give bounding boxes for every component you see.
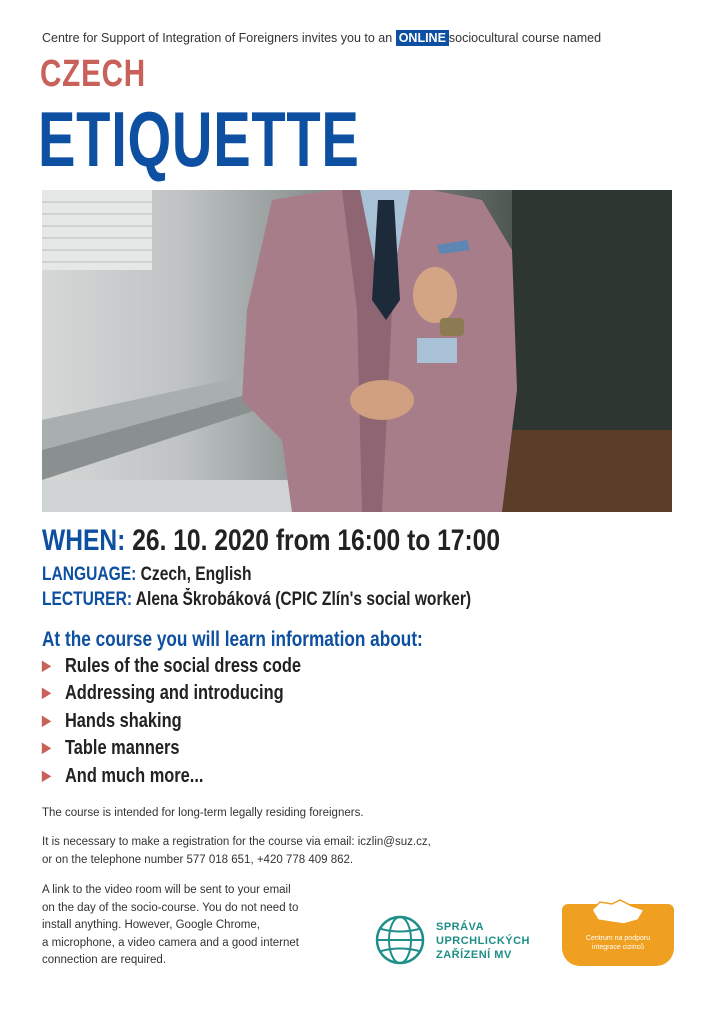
suz-globe-icon xyxy=(374,914,426,971)
when-label: WHEN: xyxy=(42,524,126,557)
suz-line: ZAŘÍZENÍ MV xyxy=(436,949,512,961)
learn-heading: At the course you will learn information about: xyxy=(42,628,423,651)
arrow-bullet-icon: ▶ xyxy=(42,712,51,728)
arrow-bullet-icon: ▶ xyxy=(42,657,51,673)
info-line: or on the telephone number 577 018 651, +420 778 409 862. xyxy=(42,853,354,866)
info-line: A link to the video room will be sent to your email xyxy=(42,884,291,896)
cpic-line: Centrum na podporu xyxy=(585,935,651,942)
arrow-bullet-icon: ▶ xyxy=(42,739,51,755)
online-badge: ONLINE xyxy=(396,30,449,46)
list-item xyxy=(42,765,203,788)
czech-map-icon xyxy=(590,898,646,926)
language-label: LANGUAGE: xyxy=(42,564,137,585)
info-line: on the day of the socio-course. You do not need to xyxy=(42,901,299,914)
list-item xyxy=(42,710,182,733)
info-line: a microphone, a video camera and a good internet xyxy=(42,936,299,949)
suz-line: SPRÁVA xyxy=(436,921,485,933)
info-line: It is necessary to make a registration for the course via email: iczlin@suz.cz, xyxy=(42,836,431,848)
title-etiquette: ETIQUETTE xyxy=(38,95,360,183)
lecturer-label: LECTURER: xyxy=(42,589,133,610)
cpic-text xyxy=(562,934,674,952)
language-value: Czech, English xyxy=(140,564,252,585)
list-item-text: Rules of the social dress code xyxy=(64,655,302,677)
when-value: 26. 10. 2020 from 16:00 to 17:00 xyxy=(132,524,501,557)
info-paragraph-1: The course is intended for long-term legally residing foreigners. xyxy=(42,807,364,819)
intro-before: Centre for Support of Integration of Foreigners invites you to an xyxy=(42,31,393,45)
list-item-text: Table manners xyxy=(64,737,180,759)
list-item xyxy=(42,682,284,705)
lecturer-value: Alena Škrobáková (CPIC Zlín's social worker) xyxy=(135,589,472,610)
hero-photo xyxy=(42,190,672,512)
suz-logo-text xyxy=(436,920,530,962)
list-item-text: And much more... xyxy=(64,765,204,787)
lecturer-line xyxy=(42,589,471,611)
info-line: connection are required. xyxy=(42,954,167,966)
cpic-logo xyxy=(562,904,674,966)
list-item xyxy=(42,655,301,678)
info-paragraph-3 xyxy=(42,882,299,970)
title-czech: CZECH xyxy=(40,53,146,95)
info-paragraph-2 xyxy=(42,834,431,869)
info-line: install anything. However, Google Chrome, xyxy=(42,919,260,931)
language-line xyxy=(42,564,251,586)
list-item-text: Addressing and introducing xyxy=(64,682,284,704)
intro-after: sociocultural course named xyxy=(448,31,602,45)
intro-text xyxy=(42,31,601,45)
suz-line: UPRCHLICKÝCH xyxy=(436,935,530,947)
arrow-bullet-icon: ▶ xyxy=(42,684,51,700)
man-in-suit-illustration xyxy=(42,190,672,512)
arrow-bullet-icon: ▶ xyxy=(42,767,51,783)
list-item xyxy=(42,737,180,760)
list-item-text: Hands shaking xyxy=(64,710,182,732)
when-line xyxy=(42,524,500,558)
cpic-line: integrace cizinců xyxy=(591,944,645,951)
